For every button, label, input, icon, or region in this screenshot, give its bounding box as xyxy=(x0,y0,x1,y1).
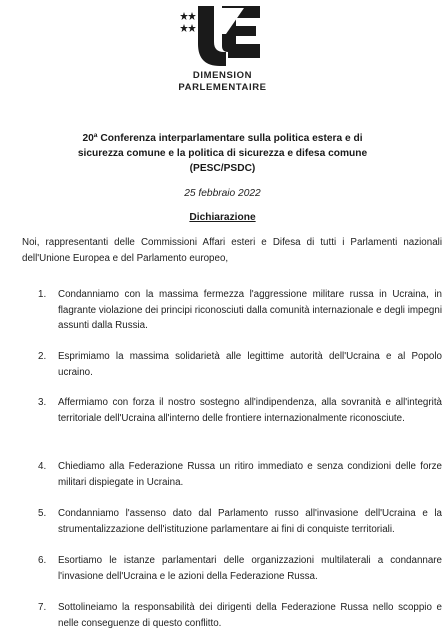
brand-line-dimension: DIMENSION xyxy=(192,70,253,81)
item-number: 4. xyxy=(38,461,47,472)
star-icon xyxy=(188,24,196,32)
item-number: 3. xyxy=(38,397,47,408)
document-heading: Dichiarazione xyxy=(189,212,256,223)
document-date: 25 febbraio 2022 xyxy=(184,188,261,199)
item-text: Esprimiamo la massima solidarietà alle legittime autorità dell'Ucraina e al Popolo ucraino. xyxy=(58,351,442,378)
item-text: Affermiamo con forza il nostro sostegno all'indipendenza, alla sovranità e all'integrità territoriale dell'Ucraina all'interno delle frontiere internazionalmente riconosciute. xyxy=(58,397,442,424)
star-icon xyxy=(188,12,196,20)
item-text: Chiediamo alla Federazione Russa un ritiro immediato e senza condizioni delle forze militari dispiegate in Ucraina. xyxy=(58,461,442,488)
ue-monogram-logo xyxy=(178,4,262,70)
item-number: 2. xyxy=(38,351,47,362)
item-number: 5. xyxy=(38,508,47,519)
intro-paragraph: Noi, rappresentanti delle Commissioni Affari esteri e Difesa di tutti i Parlamenti nazionali dell'Unione Europea e del Parlamento europeo, xyxy=(22,237,442,264)
star-icon xyxy=(180,24,188,32)
star-icon xyxy=(180,12,188,20)
brand-line-parlementaire: PARLEMENTAIRE xyxy=(178,82,267,93)
item-text: Condanniamo con la massima fermezza l'aggressione militare russa in Ucraina, in flagrante violazione dei principi riconosciuti dalla comunità internazionale e degli impegni assunti dalla Russia. xyxy=(58,289,442,331)
item-number: 7. xyxy=(38,602,47,613)
document-title: 20ª Conferenza interparlamentare sulla politica estera e di sicurezza comune e la politica di sicurezza e difesa comune (PESC/PSDC) xyxy=(77,133,368,174)
item-text: Condanniamo l'assenso dato dal Parlamento russo all'invasione dell'Ucraina e la strumentalizzazione dell'istituzione parlamentare ai fini di conquiste territoriali. xyxy=(58,508,442,535)
item-text: Sottolineiamo la responsabilità dei dirigenti della Federazione Russa nello scoppio e nelle conseguenze di questo conflitto. xyxy=(58,602,442,629)
item-number: 6. xyxy=(38,555,47,566)
item-text: Esortiamo le istanze parlamentari delle organizzazioni multilaterali a condannare l'invasione dell'Ucraina e le azioni della Federazione Russa. xyxy=(58,555,442,582)
item-number: 1. xyxy=(38,289,47,300)
